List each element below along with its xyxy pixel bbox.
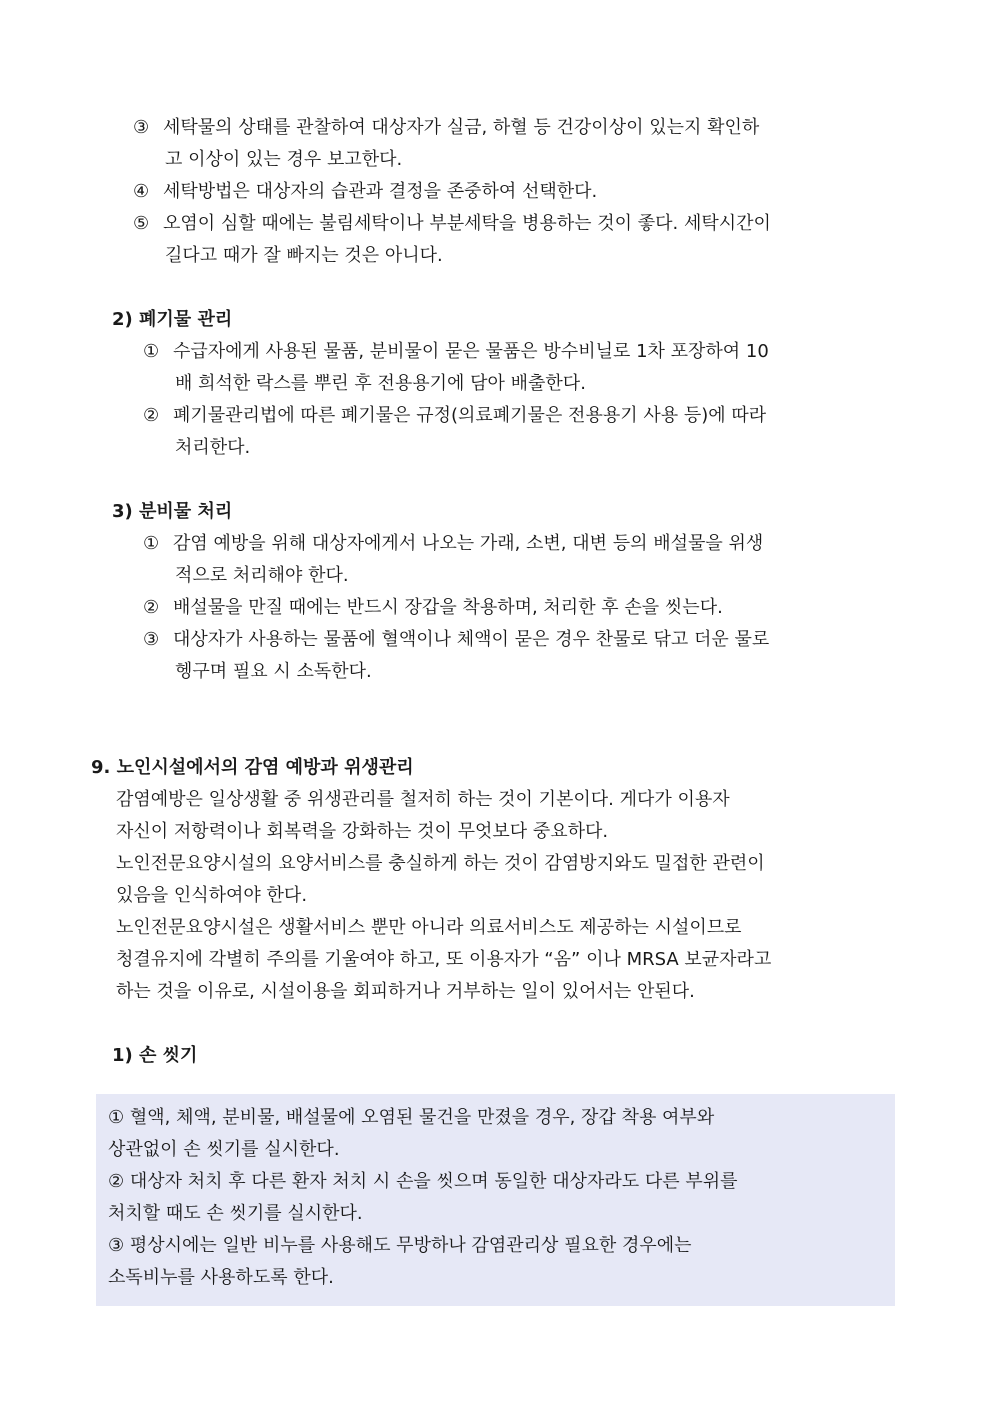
- item-number: ③: [143, 629, 160, 650]
- section-heading-9: 9. 노인시설에서의 감염 예방과 위생관리: [91, 757, 414, 778]
- list-item: [133, 112, 759, 144]
- callout-line: ② 대상자 처치 후 다른 환자 처치 시 손을 씻으며 동일한 대상자라도 다른 부위를: [108, 1171, 738, 1192]
- item-number: ④: [133, 181, 150, 202]
- item-text: 세탁방법은 대상자의 습관과 결정을 존중하여 선택한다.: [163, 181, 598, 202]
- paragraph-line: 노인전문요양시설은 생활서비스 뿐만 아니라 의료서비스도 제공하는 시설이므로: [116, 917, 742, 938]
- paragraph-line: 있음을 인식하여야 한다.: [116, 885, 308, 906]
- list-item: [133, 176, 597, 208]
- paragraph-line: 청결유지에 각별히 주의를 기울여야 하고, 또 이용자가 “옴” 이나 MRSA 보균자라고: [116, 949, 772, 970]
- item-number: ②: [143, 597, 160, 618]
- list-item: [133, 208, 771, 240]
- list-item: [143, 624, 769, 656]
- handwash-callout-box: [96, 1094, 895, 1306]
- list-item: [143, 528, 763, 560]
- section-heading-handwash: 1) 손 씻기: [112, 1045, 198, 1066]
- paragraph-line: 하는 것을 이유로, 시설이용을 회피하거나 거부하는 일이 있어서는 안된다.: [116, 981, 695, 1002]
- section-heading-waste: 2) 폐기물 관리: [112, 309, 233, 330]
- item-number: ①: [143, 341, 160, 362]
- item-text-continued: 배 희석한 락스를 뿌린 후 전용용기에 담아 배출한다.: [175, 373, 586, 394]
- item-number: ⑤: [133, 213, 150, 234]
- item-text: 배설물을 만질 때에는 반드시 장갑을 착용하며, 처리한 후 손을 씻는다.: [173, 597, 723, 618]
- callout-line: ① 혈액, 체액, 분비물, 배설물에 오염된 물건을 만졌을 경우, 장갑 착용 여부와: [108, 1107, 715, 1128]
- item-text-continued: 헹구며 필요 시 소독한다.: [175, 661, 372, 682]
- paragraph-line: 노인전문요양시설의 요양서비스를 충실하게 하는 것이 감염방지와도 밀접한 관련이: [116, 853, 765, 874]
- item-text: 감염 예방을 위해 대상자에게서 나오는 가래, 소변, 대변 등의 배설물을 위생: [173, 533, 764, 554]
- item-number: ②: [143, 405, 160, 426]
- item-text: 오염이 심할 때에는 불림세탁이나 부분세탁을 병용하는 것이 좋다. 세탁시간이: [163, 213, 771, 234]
- item-text-continued: 적으로 처리해야 한다.: [175, 565, 349, 586]
- section-heading-secretion: 3) 분비물 처리: [112, 501, 233, 522]
- item-text: 세탁물의 상태를 관찰하여 대상자가 실금, 하혈 등 건강이상이 있는지 확인하: [163, 117, 760, 138]
- item-text: 대상자가 사용하는 물품에 혈액이나 체액이 묻은 경우 찬물로 닦고 더운 물로: [173, 629, 770, 650]
- item-number: ①: [143, 533, 160, 554]
- list-item: [143, 592, 723, 624]
- item-number: ③: [133, 117, 150, 138]
- item-text: 수급자에게 사용된 물품, 분비물이 묻은 물품은 방수비닐로 1차 포장하여 10: [173, 341, 769, 362]
- item-text: 폐기물관리법에 따른 폐기물은 규정(의료폐기물은 전용용기 사용 등)에 따라: [173, 405, 767, 426]
- list-item: [143, 336, 769, 368]
- item-text-continued: 길다고 때가 잘 빠지는 것은 아니다.: [165, 245, 443, 266]
- callout-line: ③ 평상시에는 일반 비누를 사용해도 무방하나 감염관리상 필요한 경우에는: [108, 1235, 692, 1256]
- callout-line: 소독비누를 사용하도록 한다.: [108, 1267, 334, 1288]
- item-text-continued: 고 이상이 있는 경우 보고한다.: [165, 149, 403, 170]
- paragraph-line: 감염예방은 일상생활 중 위생관리를 철저히 하는 것이 기본이다. 게다가 이용자: [116, 789, 730, 810]
- callout-line: 처치할 때도 손 씻기를 실시한다.: [108, 1203, 363, 1224]
- list-item: [143, 400, 766, 432]
- callout-line: 상관없이 손 씻기를 실시한다.: [108, 1139, 340, 1160]
- item-text-continued: 처리한다.: [175, 437, 251, 458]
- paragraph-line: 자신이 저항력이나 회복력을 강화하는 것이 무엇보다 중요하다.: [116, 821, 609, 842]
